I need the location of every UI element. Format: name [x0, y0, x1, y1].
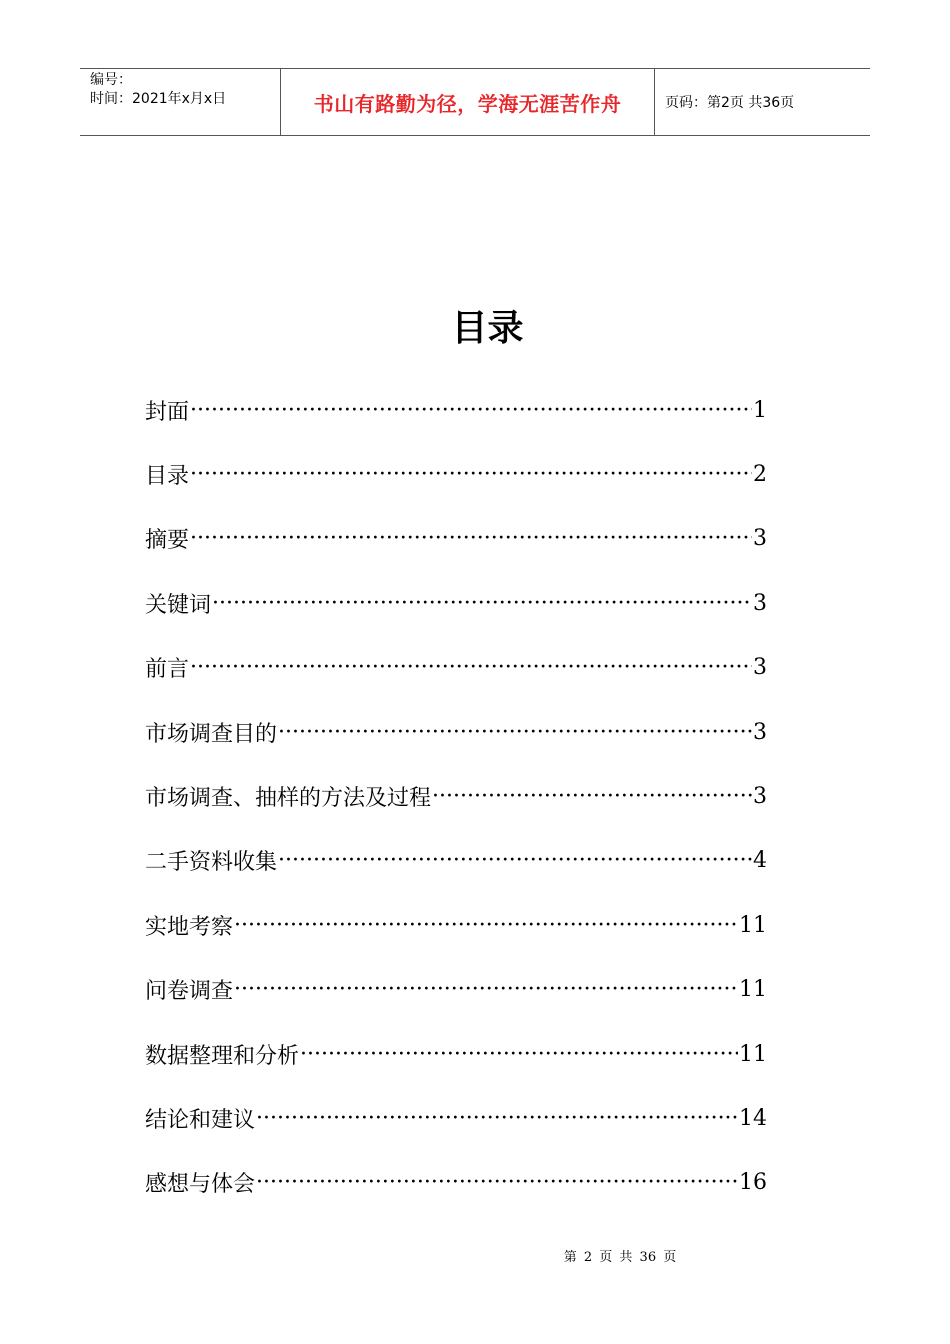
toc-leader: [234, 977, 738, 1002]
toc-label: 问卷调查: [145, 979, 234, 1005]
header-meta: [80, 69, 281, 135]
toc-label: 市场调查目的: [145, 721, 278, 747]
toc-entry[interactable]: [145, 636, 767, 700]
toc-page: 3: [753, 784, 767, 810]
toc-leader: [190, 398, 752, 423]
page-footer: 第 2 页 共 36 页: [563, 1250, 677, 1265]
toc-leader: [256, 1170, 738, 1195]
toc-page: 3: [753, 719, 767, 745]
toc-leader: [300, 1042, 738, 1067]
toc-label: 目录: [145, 464, 190, 490]
toc-label: 关键词: [145, 592, 212, 618]
header-time: 时间：2021年x月x日: [90, 91, 227, 107]
header-motto: 书山有路勤为径，学海无涯苦作舟: [281, 69, 655, 135]
page-header: [80, 68, 870, 136]
toc-entry[interactable]: [145, 829, 767, 893]
toc-entry[interactable]: [145, 571, 767, 635]
toc-label: 二手资料收集: [145, 850, 278, 876]
toc-page: 2: [753, 462, 767, 488]
toc-page: 3: [753, 655, 767, 681]
toc-leader: [190, 655, 752, 680]
toc-label: 感想与体会: [145, 1172, 256, 1198]
toc-label: 市场调查、抽样的方法及过程: [145, 786, 432, 812]
table-of-contents: [145, 378, 767, 1215]
toc-entry[interactable]: [145, 1151, 767, 1215]
page-title: 目录: [451, 308, 524, 349]
toc-page: 14: [739, 1105, 767, 1131]
toc-label: 摘要: [145, 528, 190, 554]
toc-entry[interactable]: [145, 1022, 767, 1086]
toc-entry[interactable]: [145, 764, 767, 828]
toc-entry[interactable]: [145, 958, 767, 1022]
toc-page: 3: [753, 590, 767, 616]
toc-page: 1: [753, 397, 767, 423]
toc-entry[interactable]: [145, 893, 767, 957]
toc-label: 封面: [145, 399, 190, 425]
toc-leader: [234, 913, 738, 938]
toc-label: 数据整理和分析: [145, 1043, 300, 1069]
toc-page: 11: [739, 977, 767, 1003]
toc-page: 11: [739, 1041, 767, 1067]
toc-leader: [212, 591, 752, 616]
toc-entry[interactable]: [145, 700, 767, 764]
toc-entry[interactable]: [145, 507, 767, 571]
toc-leader: [256, 1106, 738, 1131]
toc-leader: [278, 848, 752, 873]
toc-label: 前言: [145, 657, 190, 683]
header-number: 编号：: [90, 72, 132, 88]
toc-page: 4: [753, 848, 767, 874]
toc-page: 3: [753, 526, 767, 552]
toc-label: 结论和建议: [145, 1107, 256, 1133]
toc-leader: [190, 462, 752, 487]
header-page-info: 页码：第2页 共36页: [665, 95, 795, 111]
toc-page: 11: [739, 912, 767, 938]
toc-entry[interactable]: [145, 1086, 767, 1150]
toc-leader: [278, 720, 752, 745]
toc-entry[interactable]: [145, 442, 767, 506]
toc-leader: [432, 784, 752, 809]
toc-page: 16: [739, 1170, 767, 1196]
toc-entry[interactable]: [145, 378, 767, 442]
toc-leader: [190, 526, 752, 551]
toc-label: 实地考察: [145, 914, 234, 940]
